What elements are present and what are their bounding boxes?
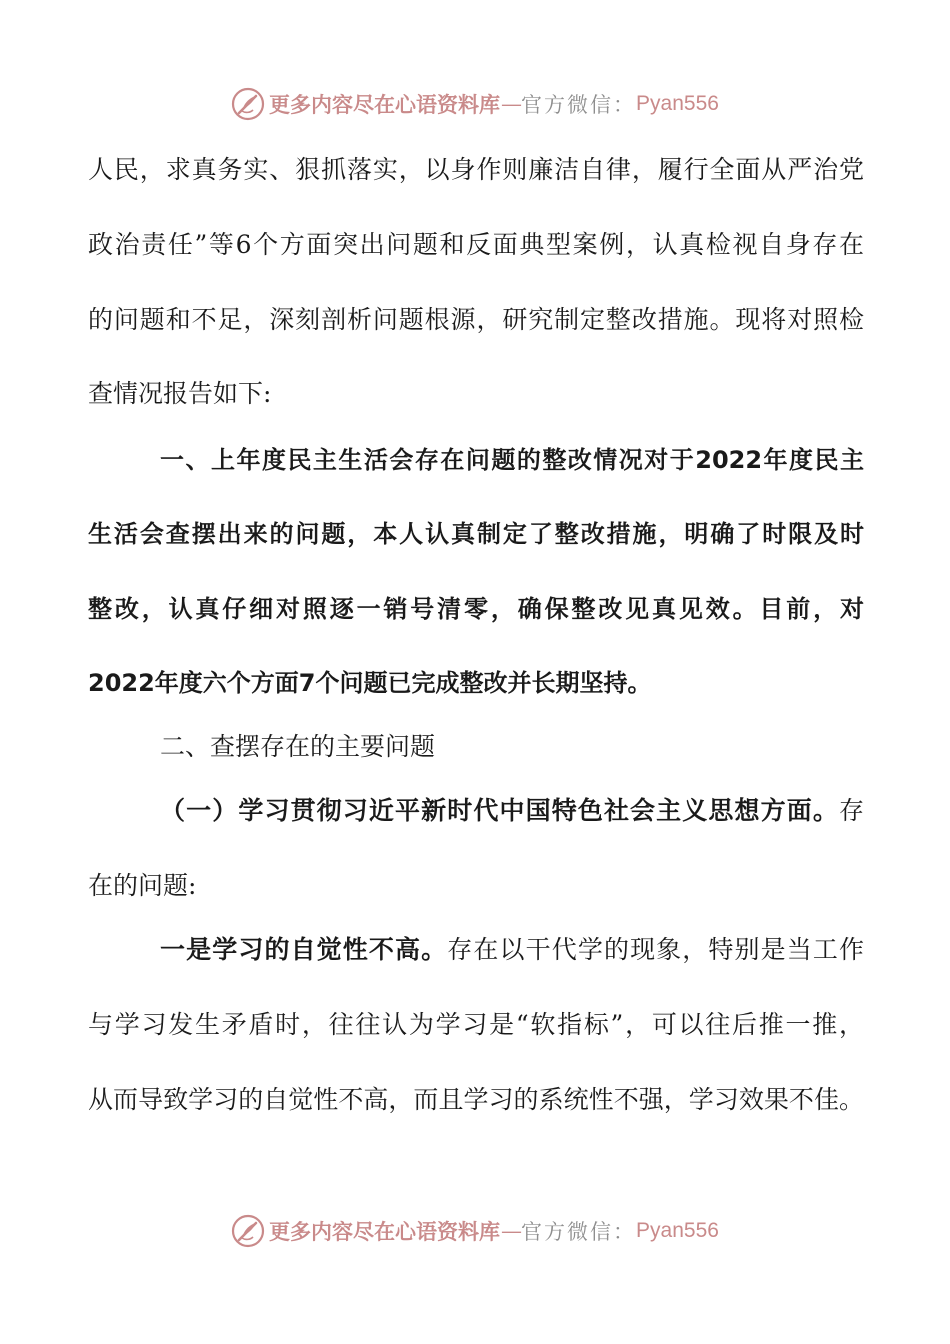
banner-wechat-id: Pyan556 [636,92,719,115]
subsection1-line-2: 在的问题: [88,871,197,900]
section1-heading-line: 一、上年度民主生活会存在问题的整改情况对于2022年度民主 [160,446,864,474]
section1-line-2: 生活会查摆出来的问题，本人认真制定了整改措施，明确了时限及时 [88,520,864,548]
header-banner [0,84,950,124]
banner-wechat-id: Pyan556 [636,1219,719,1242]
banner-official-label: 官方微信： [521,93,637,117]
banner-dash: — [501,1219,521,1243]
banner-brand-text: 更多内容尽在心语资料库 [269,1219,501,1244]
subsection1-line-1 [160,791,864,831]
footer-banner [0,1211,950,1251]
point1-text: 存在以干代学的现象，特别是当工作 [447,935,864,964]
banner-dash: — [501,92,521,116]
point1-line-1 [160,930,864,970]
subsection1-tail: 存 [838,796,864,825]
section1-line-4: 2022年度六个方面7个问题已完成整改并长期坚持。 [88,669,652,697]
banner-official-label: 官方微信： [521,1220,637,1244]
subsection1-title: （一）学习贯彻习近平新时代中国特色社会主义思想方面。 [160,796,839,825]
section1-line-3: 整改，认真仔细对照逐一销号清零，确保整改见真见效。目前，对 [88,595,864,623]
intro-line-2: 政治责任”等6个方面突出问题和反面典型案例，认真检视自身存在 [88,230,864,259]
intro-line-1: 人民，求真务实、狠抓落实，以身作则廉洁自律，履行全面从严治党 [88,155,864,184]
point1-line-2: 与学习发生矛盾时，往往认为学习是“软指标”，可以往后推一推， [88,1010,864,1039]
point1-title: 一是学习的自觉性不高。 [160,935,448,964]
quill-logo-icon [231,87,265,121]
quill-logo-icon [231,1214,265,1248]
intro-line-4: 查情况报告如下: [88,379,272,408]
point1-line-3: 从而导致学习的自觉性不高，而且学习的系统性不强，学习效果不佳。 [88,1085,864,1114]
banner-brand-text: 更多内容尽在心语资料库 [269,92,501,117]
intro-line-3: 的问题和不足，深刻剖析问题根源，研究制定整改措施。现将对照检 [88,305,864,334]
section2-heading: 二、查摆存在的主要问题 [160,732,436,761]
